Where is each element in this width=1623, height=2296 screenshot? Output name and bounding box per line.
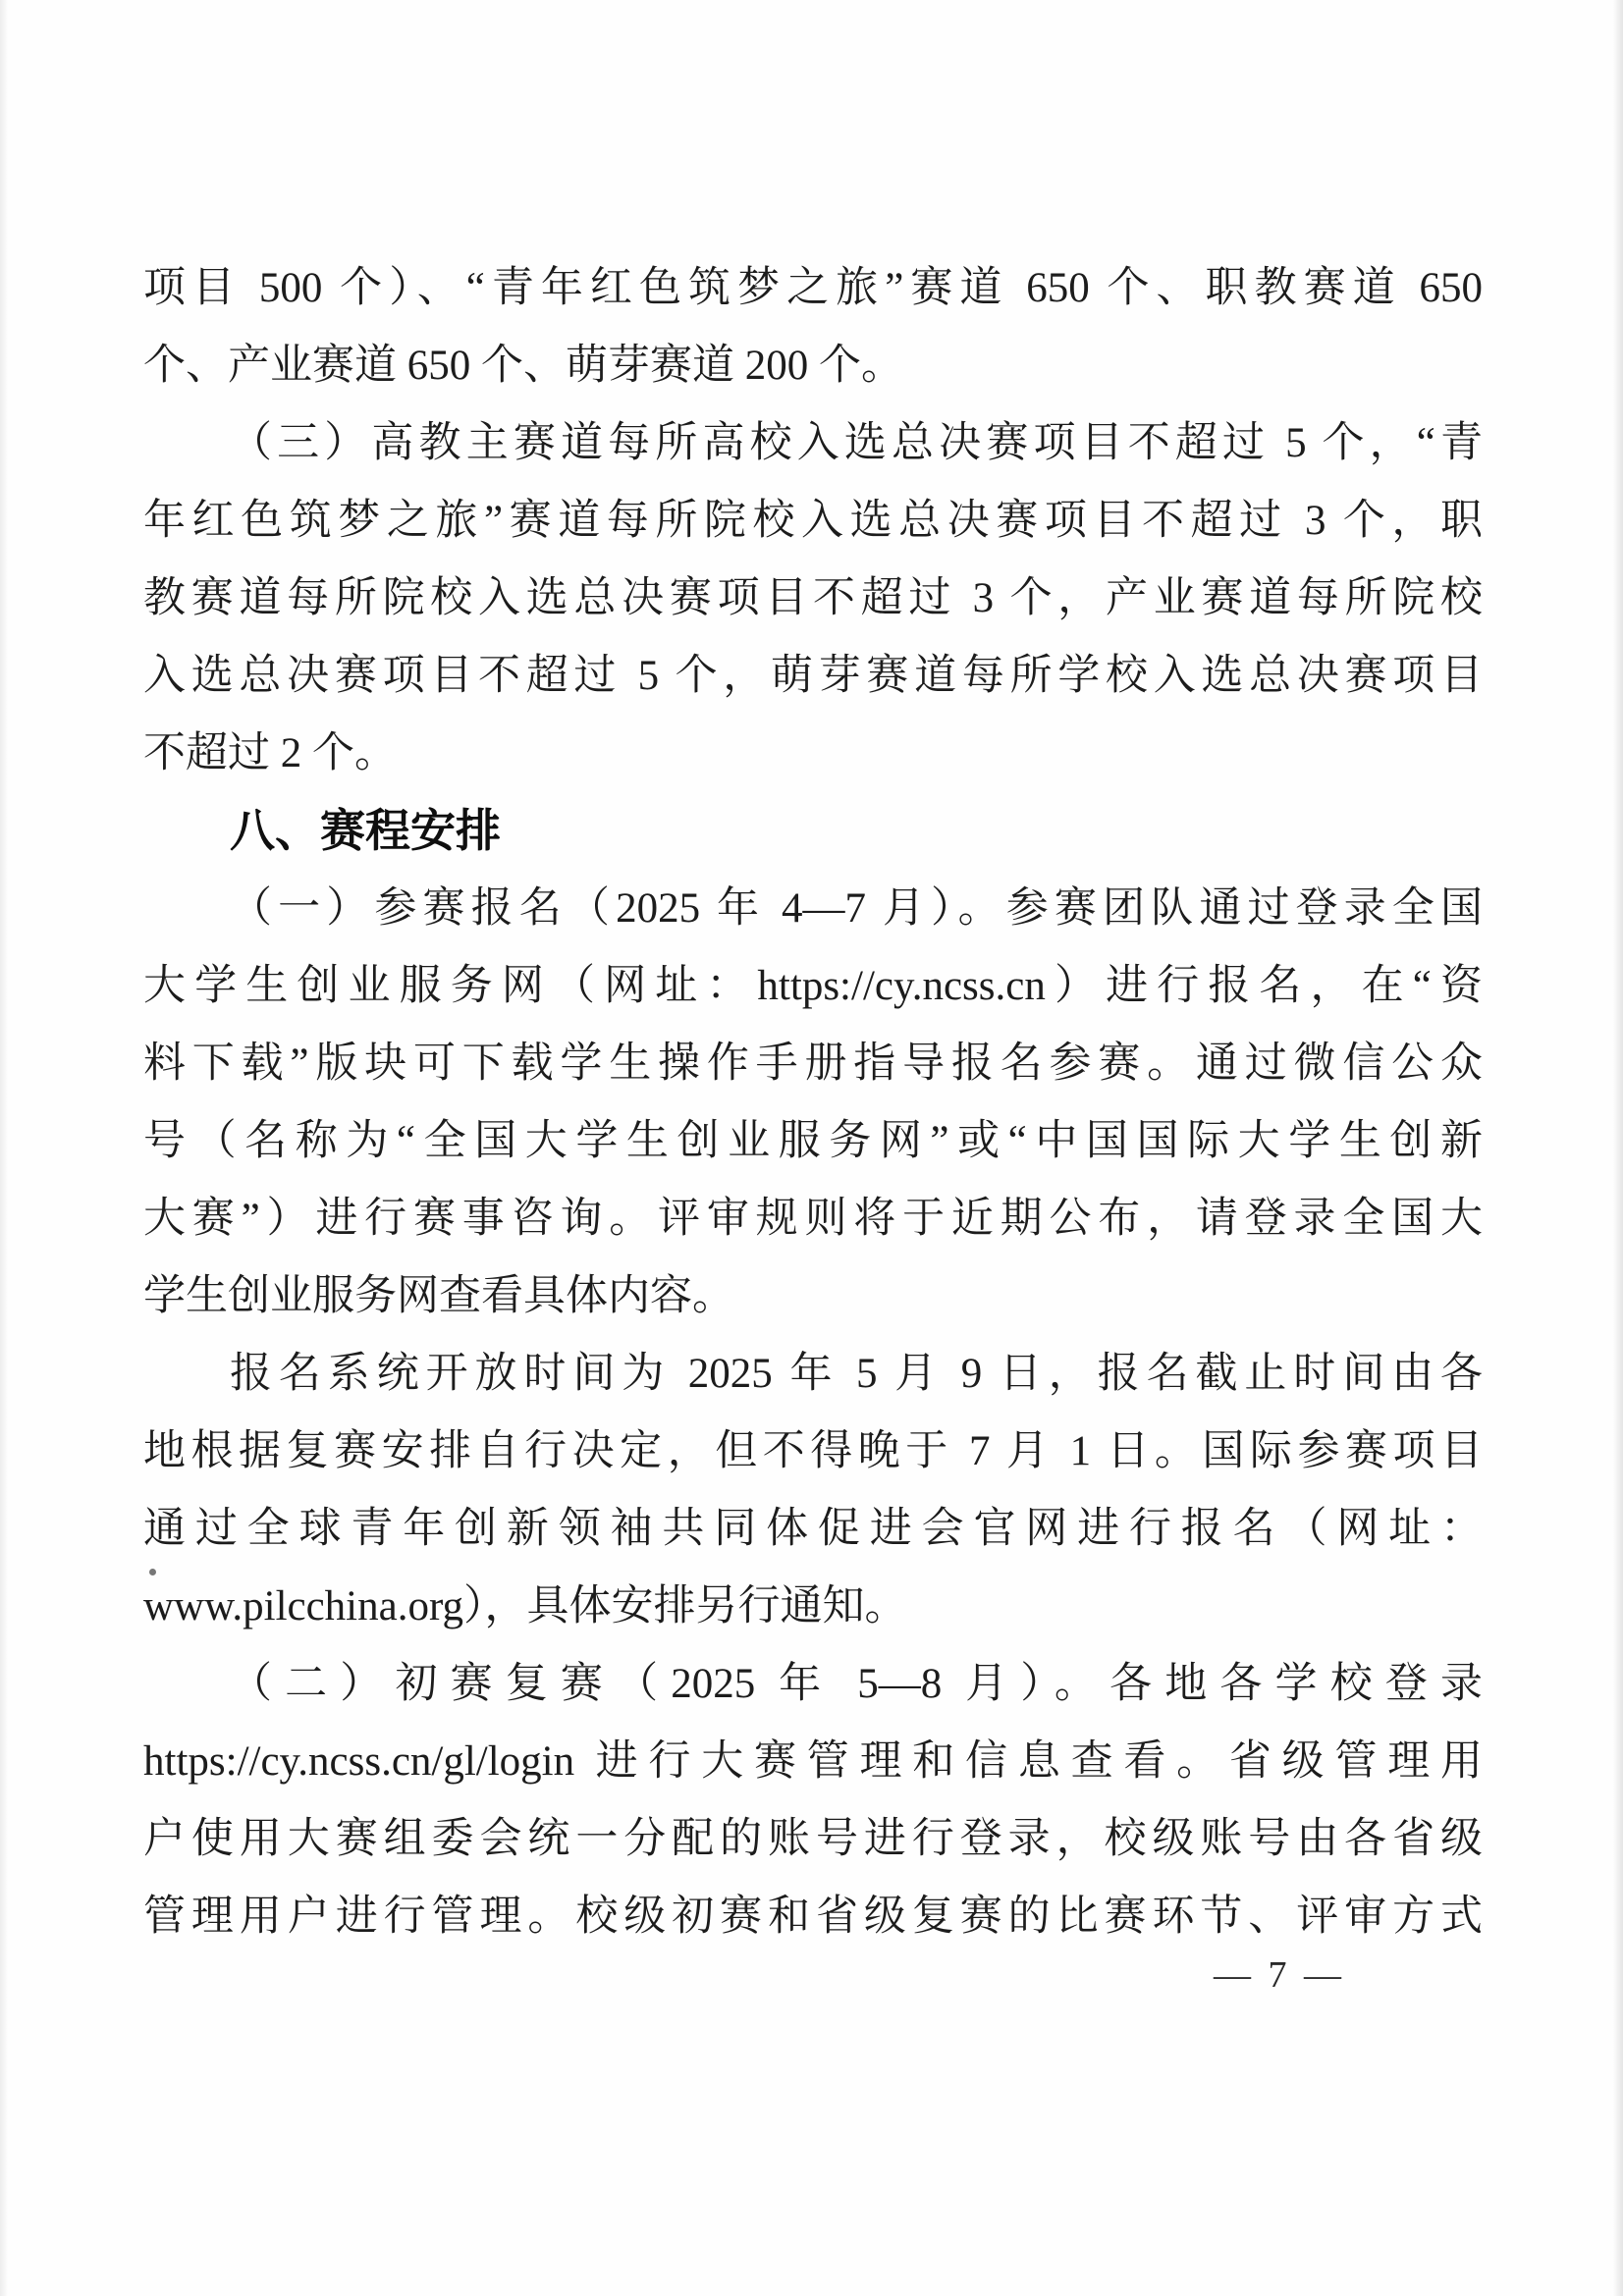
- text-line: 大赛”）进行赛事咨询。评审规则将于近期公布，请登录全国大: [143, 1196, 1483, 1242]
- text-line: https://cy.ncss.cn/gl/login 进行大赛管理和信息查看。省级管理用: [143, 1738, 1483, 1785]
- text-line: 户使用大赛组委会统一分配的账号进行登录，校级账号由各省级: [143, 1816, 1483, 1862]
- text-line: 不超过 2 个。: [143, 730, 397, 776]
- text-line: 学生创业服务网查看具体内容。: [143, 1273, 734, 1319]
- text-line: 教赛道每所院校入选总决赛项目不超过 3 个，产业赛道每所院校: [143, 575, 1483, 621]
- text-line: 项目 500 个）、“青年红色筑梦之旅”赛道 650 个、职教赛道 650: [143, 265, 1483, 311]
- text-line: 通过全球青年创新领袖共同体促进会官网进行报名（网址：: [143, 1506, 1483, 1552]
- document-body: [143, 249, 1483, 1955]
- text-line: （三）高教主赛道每所高校入选总决赛项目不超过 5 个，“青: [230, 420, 1483, 466]
- text-line: 地根据复赛安排自行决定，但不得晚于 7 月 1 日。国际参赛项目: [143, 1428, 1483, 1474]
- text-line: 号（名称为“全国大学生创业服务网”或“中国国际大学生创新: [143, 1118, 1483, 1164]
- scan-artifact-dot: [149, 1569, 156, 1575]
- page-number: — 7 —: [1214, 1954, 1345, 1996]
- section-heading: 八、赛程安排: [230, 805, 501, 856]
- text-line: www.pilcchina.org），具体安排另行通知。: [143, 1583, 907, 1629]
- text-line: 大学生创业服务网（网址：https://cy.ncss.cn）进行报名，在“资: [143, 963, 1483, 1009]
- text-line: 料下载”版块可下载学生操作手册指导报名参赛。通过微信公众: [143, 1041, 1483, 1087]
- text-line: 管理用户进行管理。校级初赛和省级复赛的比赛环节、评审方式: [143, 1894, 1483, 1940]
- text-line: 报名系统开放时间为 2025 年 5 月 9 日，报名截止时间由各: [230, 1351, 1483, 1397]
- text-line: 个、产业赛道 650 个、萌芽赛道 200 个。: [143, 343, 903, 389]
- text-line: （二）初赛复赛（2025 年 5—8 月）。各地各学校登录: [230, 1661, 1483, 1707]
- text-line: （一）参赛报名（2025 年 4—7 月）。参赛团队通过登录全国: [230, 885, 1483, 932]
- text-line: 年红色筑梦之旅”赛道每所院校入选总决赛项目不超过 3 个，职: [143, 498, 1483, 544]
- text-line: 入选总决赛项目不超过 5 个，萌芽赛道每所学校入选总决赛项目: [143, 653, 1483, 699]
